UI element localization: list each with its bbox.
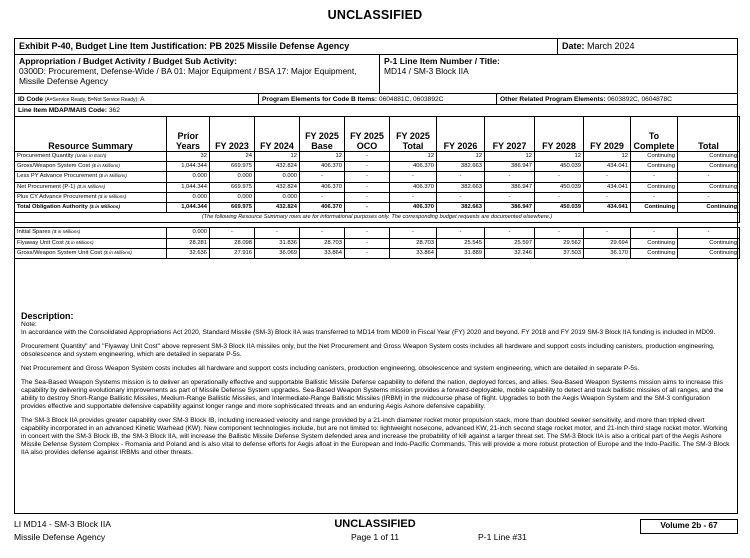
table-cell: 450.039 bbox=[535, 182, 584, 192]
resource-summary-table bbox=[14, 116, 740, 259]
row-label bbox=[15, 182, 167, 192]
table-cell: 450.039 bbox=[535, 202, 584, 212]
table-cell: 12 bbox=[535, 152, 584, 162]
table-cell: - bbox=[485, 172, 535, 182]
table-row bbox=[15, 228, 740, 238]
table-cell: 382.663 bbox=[437, 202, 485, 212]
description-heading: Description: bbox=[21, 311, 74, 321]
table-cell: - bbox=[345, 238, 390, 248]
row-label bbox=[15, 172, 167, 182]
column-header: FY 2025 Total bbox=[390, 117, 437, 152]
table-row bbox=[15, 152, 740, 162]
table-cell: - bbox=[210, 228, 255, 238]
table-cell: - bbox=[300, 228, 345, 238]
table-cell: 12 bbox=[584, 152, 631, 162]
table-cell: - bbox=[345, 152, 390, 162]
table-cell: 386.947 bbox=[485, 202, 535, 212]
table-row bbox=[15, 182, 740, 192]
table-cell: - bbox=[437, 228, 485, 238]
table-cell: Continuing bbox=[678, 248, 740, 258]
table-cell: 27.916 bbox=[210, 248, 255, 258]
row-unit: ($ in Millions) bbox=[52, 230, 81, 236]
mdap-label: Line Item MDAP/MAIS Code: bbox=[18, 107, 108, 114]
footer-page: Page 1 of 11 bbox=[350, 532, 400, 542]
footer-agency: Missile Defense Agency bbox=[14, 532, 106, 542]
id-code-label: ID Code bbox=[18, 96, 43, 103]
table-cell: - bbox=[631, 192, 678, 202]
appropriation-value: 0300D: Procurement, Defense-Wide / BA 01: Major Equipment / BSA 17: Major Equipment, Missile Defense Agency bbox=[19, 66, 357, 86]
row-label bbox=[15, 152, 167, 162]
table-cell: 669.975 bbox=[210, 202, 255, 212]
row-label-text: Flyaway Unit Cost bbox=[17, 239, 64, 246]
column-header: FY 2026 bbox=[437, 117, 485, 152]
table-cell: 31.889 bbox=[437, 248, 485, 258]
table-cell: 406.370 bbox=[390, 182, 437, 192]
table-cell: 434.041 bbox=[584, 182, 631, 192]
table-cell: 32.636 bbox=[167, 248, 210, 258]
table-cell: - bbox=[390, 172, 437, 182]
table-cell: 12 bbox=[300, 152, 345, 162]
table-cell: - bbox=[631, 172, 678, 182]
row-unit: ($ in Millions) bbox=[89, 205, 121, 211]
id-code-row bbox=[15, 94, 737, 105]
row-label-text: Less PY Advance Procurement bbox=[17, 173, 98, 180]
table-cell: 1,044.344 bbox=[167, 202, 210, 212]
table-cell: 0.000 bbox=[210, 192, 255, 202]
table-cell: 386.947 bbox=[485, 182, 535, 192]
exhibit-frame bbox=[14, 38, 738, 514]
appropriation-cell bbox=[19, 55, 375, 93]
row-unit: ($ in Millions) bbox=[98, 174, 128, 180]
footer-volume-box: Volume 2b - 67 bbox=[640, 519, 738, 534]
description-paragraph: The Sea-Based Weapon Systems mission is to deliver an operationally effective and supportable Ballistic Missile Defense capability to defend the nation, deployed forces, and allies. Sea-Based Weapon Systems mission aims to increase this capability by delivering evolutionary improvements as part of Missile Defense System upgrades. Sea-Based Weapon Systems mission provides a forward-deployable, mobile capability to detect and track ballistic missiles of all ranges, and the ability to destroy Short-Range Ballistic Missiles, Medium-Range Ballistic Missiles, and Intermediate-Range Ballistic Missiles (IRBM) in the midcourse phase of flight. Upgrades to both the Aegis Weapon System and the SM-3 configuration provides effective and supportable defensive capability against longer range and more sophisticated threats and an enduring Aegis Ashore defensive capability. bbox=[21, 379, 724, 410]
description-note-label: Note: bbox=[21, 321, 37, 328]
table-cell: 432.824 bbox=[255, 162, 300, 172]
date-cell bbox=[557, 39, 739, 54]
table-cell: Continuing bbox=[631, 238, 678, 248]
table-cell: - bbox=[485, 228, 535, 238]
table-cell: - bbox=[437, 192, 485, 202]
row-label-text: Total Obligation Authority bbox=[17, 204, 88, 211]
table-cell: Continuing bbox=[631, 202, 678, 212]
column-header: FY 2025 OCO bbox=[345, 117, 390, 152]
table-cell: 28.703 bbox=[390, 238, 437, 248]
table-cell: 1,044.344 bbox=[167, 182, 210, 192]
p1-value: MD14 / SM-3 Block IIA bbox=[384, 66, 469, 76]
table-cell: 25.545 bbox=[437, 238, 485, 248]
appropriation-label: Appropriation / Budget Activity / Budget Sub Activity: bbox=[19, 56, 238, 66]
table-cell: Continuing bbox=[631, 248, 678, 258]
table-cell: 36.069 bbox=[255, 248, 300, 258]
table-cell: - bbox=[390, 192, 437, 202]
table-cell: 33.864 bbox=[390, 248, 437, 258]
program-elements-cell bbox=[258, 94, 496, 104]
table-cell: Continuing bbox=[678, 152, 740, 162]
row-unit: ($ in Millions) bbox=[103, 250, 132, 256]
table-cell: 31.836 bbox=[255, 238, 300, 248]
table-cell: Continuing bbox=[678, 202, 740, 212]
column-header: FY 2025 Base bbox=[300, 117, 345, 152]
date-label: Date: bbox=[562, 41, 585, 51]
exhibit-header-row bbox=[15, 39, 737, 55]
row-unit: ($ in Millions) bbox=[65, 240, 94, 246]
table-cell: 25.597 bbox=[485, 238, 535, 248]
table-cell: 434.041 bbox=[584, 202, 631, 212]
table-cell: 406.370 bbox=[300, 182, 345, 192]
table-cell: 406.370 bbox=[300, 202, 345, 212]
table-cell: - bbox=[255, 228, 300, 238]
table-cell: 12 bbox=[485, 152, 535, 162]
program-elements-label: Program Elements for Code B Items: bbox=[262, 96, 378, 103]
table-cell: 450.039 bbox=[535, 162, 584, 172]
column-header: Resource Summary bbox=[15, 117, 167, 152]
footer-left bbox=[14, 518, 111, 544]
appropriation-row bbox=[15, 55, 737, 94]
column-header: FY 2028 bbox=[535, 117, 584, 152]
table-cell: - bbox=[300, 192, 345, 202]
footer-p1-line: P-1 Line #31 bbox=[478, 532, 527, 542]
table-cell: Continuing bbox=[631, 162, 678, 172]
table-cell: 12 bbox=[255, 152, 300, 162]
table-cell: 0.000 bbox=[167, 228, 210, 238]
table-cell: 669.975 bbox=[210, 162, 255, 172]
row-label-text: Plus CY Advance Procurement bbox=[17, 193, 97, 200]
table-cell: 0.000 bbox=[167, 192, 210, 202]
table-cell: - bbox=[584, 192, 631, 202]
row-unit: ($ in Millions) bbox=[98, 194, 127, 200]
table-cell: 24 bbox=[210, 152, 255, 162]
table-cell: - bbox=[345, 202, 390, 212]
table-cell: 434.041 bbox=[584, 162, 631, 172]
table-cell: 382.663 bbox=[437, 182, 485, 192]
description-paragraph: In accordance with the Consolidated Appropriations Act 2020, Standard Missile (SM-3) Block IIA was transferred to MD14 from MD09 in Fiscal Year (FY) 2020 and beyond. FY 2018 and FY 2019 SM-3 Block IIA funding is included in MD09. bbox=[21, 329, 716, 336]
table-row bbox=[15, 192, 740, 202]
table-cell: 29.694 bbox=[584, 238, 631, 248]
table-cell: - bbox=[631, 228, 678, 238]
mdap-cell bbox=[18, 105, 418, 116]
row-label-text: Gross/Weapon System Cost bbox=[17, 163, 91, 170]
table-cell: - bbox=[345, 192, 390, 202]
mdap-value: 362 bbox=[108, 107, 120, 114]
table-cell: 406.370 bbox=[300, 162, 345, 172]
table-cell: 382.663 bbox=[437, 162, 485, 172]
table-cell: - bbox=[345, 162, 390, 172]
resource-summary-table-wrap bbox=[14, 116, 739, 259]
table-cell: - bbox=[535, 192, 584, 202]
mdap-row bbox=[15, 105, 737, 116]
table-cell: 12 bbox=[390, 152, 437, 162]
column-header: FY 2024 bbox=[255, 117, 300, 152]
row-label-text: Net Procurement (P-1) bbox=[17, 183, 76, 190]
row-label bbox=[15, 202, 167, 212]
row-label bbox=[15, 248, 167, 258]
column-header: FY 2029 bbox=[584, 117, 631, 152]
row-label bbox=[15, 238, 167, 248]
table-cell: 12 bbox=[437, 152, 485, 162]
table-row bbox=[15, 248, 740, 258]
table-cell: 0.000 bbox=[167, 172, 210, 182]
table-cell: - bbox=[535, 228, 584, 238]
table-cell: Continuing bbox=[631, 152, 678, 162]
table-cell: 432.824 bbox=[255, 202, 300, 212]
other-pe-cell bbox=[496, 94, 739, 104]
table-cell: - bbox=[300, 172, 345, 182]
date-value: March 2024 bbox=[587, 41, 635, 51]
row-label bbox=[15, 162, 167, 172]
table-cell: 32.246 bbox=[485, 248, 535, 258]
column-header: FY 2023 bbox=[210, 117, 255, 152]
table-cell: 432.824 bbox=[255, 182, 300, 192]
column-header: Total bbox=[678, 117, 740, 152]
table-cell: 37.503 bbox=[535, 248, 584, 258]
informational-note-row bbox=[15, 213, 740, 223]
table-cell: - bbox=[678, 172, 740, 182]
row-label-text: Procurement Quantity bbox=[17, 153, 74, 160]
table-cell: 0.000 bbox=[255, 192, 300, 202]
table-row bbox=[15, 162, 740, 172]
table-cell: 28.703 bbox=[300, 238, 345, 248]
informational-note: (The following Resource Summary rows are for informational purposes only. The corresponding budget requests are documented elsewhere.) bbox=[15, 213, 740, 223]
table-cell: 36.170 bbox=[584, 248, 631, 258]
table-header-row bbox=[15, 117, 740, 152]
table-cell: - bbox=[345, 172, 390, 182]
table-cell: - bbox=[485, 192, 535, 202]
table-cell: 28.281 bbox=[167, 238, 210, 248]
column-header: To Complete bbox=[631, 117, 678, 152]
footer-center bbox=[300, 518, 450, 544]
p1-cell bbox=[379, 55, 739, 93]
table-cell: 406.370 bbox=[390, 162, 437, 172]
classification-banner-top: UNCLASSIFIED bbox=[327, 8, 423, 22]
table-cell: 0.000 bbox=[255, 172, 300, 182]
row-label-text: Initial Spares bbox=[17, 229, 51, 236]
description-paragraph: The SM-3 Block IIA provides greater capability over SM-3 Block IB, including increased velocity and range provided by a 21-inch diameter rocket motor propulsion stack, more than doubled seeker sensitivity, and more than tripled divert capability incorporated in an advanced Kinetic Warhead (KW). New component technologies include, but are not limited to: lightweight nosecone, advanced KW, 21-inch second stage rocket motor, and 21-inch third stage rocket motor. Working in concert with the SM-3 Block IB, the SM-3 Block IIA, will increase the Ballistic Missile Defense System defended area and increase the probability of kill against a larger threat set. The SM-3 Block IIA is also a critical part of the Aegis Ashore Missile Defense System Complex - Romania and Poland and is also vital to defense efforts for Aegis afloat in the European and Indo-Pacific Commands. This will provide a more robust protection of Europe and the Indo-Pacific. The SM-3 Block IIA also provides defense against IRBMs and other threats. bbox=[21, 417, 730, 456]
program-elements-value: 0604881C, 0603892C bbox=[378, 96, 444, 103]
other-pe-label: Other Related Program Elements: bbox=[500, 96, 606, 103]
id-code-cell bbox=[18, 94, 258, 104]
table-cell: - bbox=[678, 228, 740, 238]
table-cell: Continuing bbox=[631, 182, 678, 192]
id-code-note: (A=Service Ready, B=Not Service Ready): bbox=[44, 97, 139, 103]
column-header: FY 2027 bbox=[485, 117, 535, 152]
table-cell: 1,044.344 bbox=[167, 162, 210, 172]
description-paragraph: Procurement Quantity" and "Flyaway Unit Cost" above represent SM-3 Block IIA missiles only, but the Net Procurement and Gross Weapon System costs includes all hardware and support costs including canisters, production engineering, obsolescence and system engineering, which are detailed in separate P-5s. bbox=[21, 343, 715, 358]
table-cell: 386.947 bbox=[485, 162, 535, 172]
row-label-text: Gross/Weapon System Unit Cost bbox=[17, 249, 102, 256]
p1-label: P-1 Line Item Number / Title: bbox=[384, 56, 500, 66]
row-label bbox=[15, 228, 167, 238]
table-cell: Continuing bbox=[678, 182, 740, 192]
table-cell: 669.975 bbox=[210, 182, 255, 192]
table-cell: Continuing bbox=[678, 162, 740, 172]
row-unit: ($ in Millions) bbox=[91, 164, 120, 170]
row-label bbox=[15, 192, 167, 202]
table-cell: - bbox=[678, 192, 740, 202]
table-cell: - bbox=[390, 228, 437, 238]
table-row bbox=[15, 172, 740, 182]
table-row bbox=[15, 238, 740, 248]
table-row bbox=[15, 202, 740, 212]
table-cell: - bbox=[345, 228, 390, 238]
exhibit-title: Exhibit P-40, Budget Line Item Justification: PB 2025 Missile Defense Agency bbox=[19, 41, 350, 51]
table-cell: - bbox=[584, 228, 631, 238]
column-header: Prior Years bbox=[167, 117, 210, 152]
id-code-value: A bbox=[140, 96, 145, 103]
table-cell: 406.370 bbox=[390, 202, 437, 212]
description-section bbox=[21, 311, 731, 457]
table-cell: 28.098 bbox=[210, 238, 255, 248]
table-cell: - bbox=[584, 172, 631, 182]
table-cell: 29.562 bbox=[535, 238, 584, 248]
table-cell: Continuing bbox=[678, 238, 740, 248]
other-pe-value: 0603892C, 0604878C bbox=[607, 96, 672, 103]
table-cell: - bbox=[345, 182, 390, 192]
row-unit: ($ in Millions) bbox=[76, 184, 106, 190]
table-cell: - bbox=[535, 172, 584, 182]
table-cell: 0.000 bbox=[210, 172, 255, 182]
footer-line-item: LI MD14 - SM-3 Block IIA bbox=[14, 519, 111, 529]
description-paragraph: Net Procurement and Gross Weapon System costs includes all hardware and support costs including canisters, production engineering, obsolescence and system engineering, which are detailed in separate P-5s. bbox=[21, 365, 640, 372]
table-cell: 33.864 bbox=[300, 248, 345, 258]
classification-banner-bottom: UNCLASSIFIED bbox=[334, 518, 416, 530]
table-cell: - bbox=[437, 172, 485, 182]
row-unit: (Units in Each) bbox=[75, 154, 107, 160]
table-cell: 32 bbox=[167, 152, 210, 162]
table-cell: - bbox=[345, 248, 390, 258]
